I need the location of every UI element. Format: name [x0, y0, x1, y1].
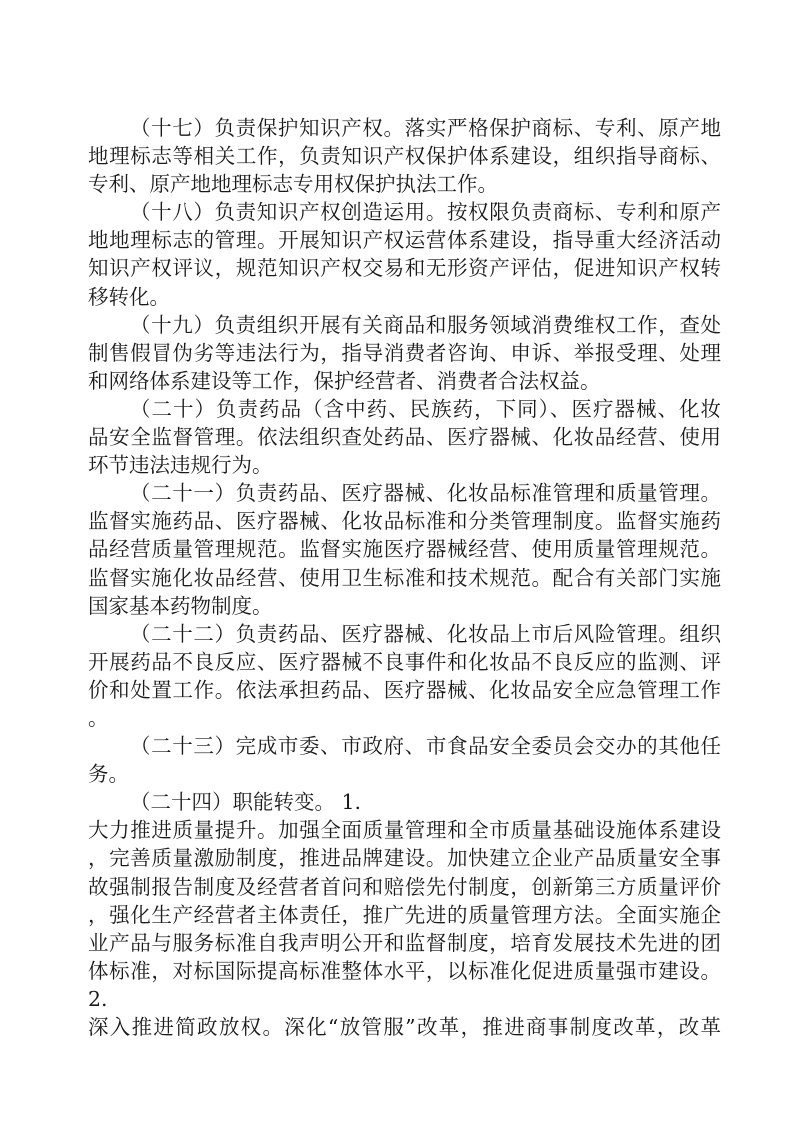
paragraph-21-line: 监督实施药品、医疗器械、化妆品标准和分类管理制度。监督实施药 [88, 509, 721, 534]
paragraph-17-line: 地理标志等相关工作，负责知识产权保护体系建设，组织指导商标、 [88, 144, 721, 169]
paragraph-21-line: 品经营质量管理规范。监督实施医疗器械经营、使用质量管理规范。 [88, 537, 721, 562]
paragraph-24-line: ，完善质量激励制度，推进品牌建设。加快建立企业产品质量安全事 [88, 846, 721, 871]
paragraph-22-line: （二十二）负责药品、医疗器械、化妆品上市后风险管理。组织 [130, 621, 721, 646]
paragraph-20-line: 环节违法违规行为。 [88, 453, 273, 478]
paragraph-24-line: 2. [88, 986, 108, 1011]
paragraph-18-line: 地地理标志的管理。开展知识产权运营体系建设，指导重大经济活动 [88, 228, 721, 253]
paragraph-24-line: （二十四）职能转变。 1. [130, 790, 362, 815]
paragraph-17-line: （十七）负责保护知识产权。落实严格保护商标、专利、原产地 [130, 116, 721, 140]
paragraph-22-line: 。 [88, 705, 109, 730]
paragraph-24-line: 深入推进简政放权。深化“放管服”改革，推进商事制度改革，改革 [88, 1015, 721, 1039]
paragraph-24-line: ，强化生产经营者主体责任，推广先进的质量管理方法。全面实施企 [88, 902, 721, 927]
paragraph-19-line: （十九）负责组织开展有关商品和服务领域消费维权工作，查处 [130, 312, 721, 337]
paragraph-21-line: 国家基本药物制度。 [88, 593, 273, 618]
paragraph-21-line: 监督实施化妆品经营、使用卫生标准和技术规范。配合有关部门实施 [88, 565, 721, 590]
paragraph-22-line: 价和处置工作。依法承担药品、医疗器械、化妆品安全应急管理工作 [88, 677, 721, 702]
paragraph-24-line: 体标准，对标国际提高标准整体水平，以标准化促进质量强市建设。 [88, 958, 721, 983]
paragraph-17-line: 专利、原产地地理标志专用权保护执法工作。 [88, 172, 498, 197]
paragraph-21-line: （二十一）负责药品、医疗器械、化妆品标准管理和质量管理。 [130, 481, 721, 506]
document-page [88, 114, 721, 1041]
paragraph-24-line: 故强制报告制度及经营者首问和赔偿先付制度，创新第三方质量评价 [88, 874, 721, 899]
paragraph-19-line: 制售假冒伪劣等违法行为，指导消费者咨询、申诉、举报受理、处理 [88, 340, 721, 365]
paragraph-18-line: 知识产权评议，规范知识产权交易和无形资产评估，促进知识产权转 [88, 256, 721, 281]
paragraph-23-line: （二十三）完成市委、市政府、市食品安全委员会交办的其他任 [130, 734, 721, 759]
paragraph-20-line: （二十）负责药品（含中药、民族药，下同）、医疗器械、化妆 [130, 396, 721, 421]
paragraph-24-line: 业产品与服务标准自我声明公开和监督制度，培育发展技术先进的团 [88, 930, 721, 955]
paragraph-23-line: 务。 [88, 762, 129, 787]
paragraph-18-line: （十八）负责知识产权创造运用。按权限负责商标、专利和原产 [130, 200, 721, 225]
paragraph-22-line: 开展药品不良反应、医疗器械不良事件和化妆品不良反应的监测、评 [88, 649, 721, 674]
paragraph-19-line: 和网络体系建设等工作，保护经营者、消费者合法权益。 [88, 368, 601, 393]
paragraph-20-line: 品安全监督管理。依法组织查处药品、医疗器械、化妆品经营、使用 [88, 425, 721, 450]
paragraph-24-line: 大力推进质量提升。加强全面质量管理和全市质量基础设施体系建设 [88, 818, 721, 843]
paragraph-18-line: 移转化。 [88, 284, 170, 309]
